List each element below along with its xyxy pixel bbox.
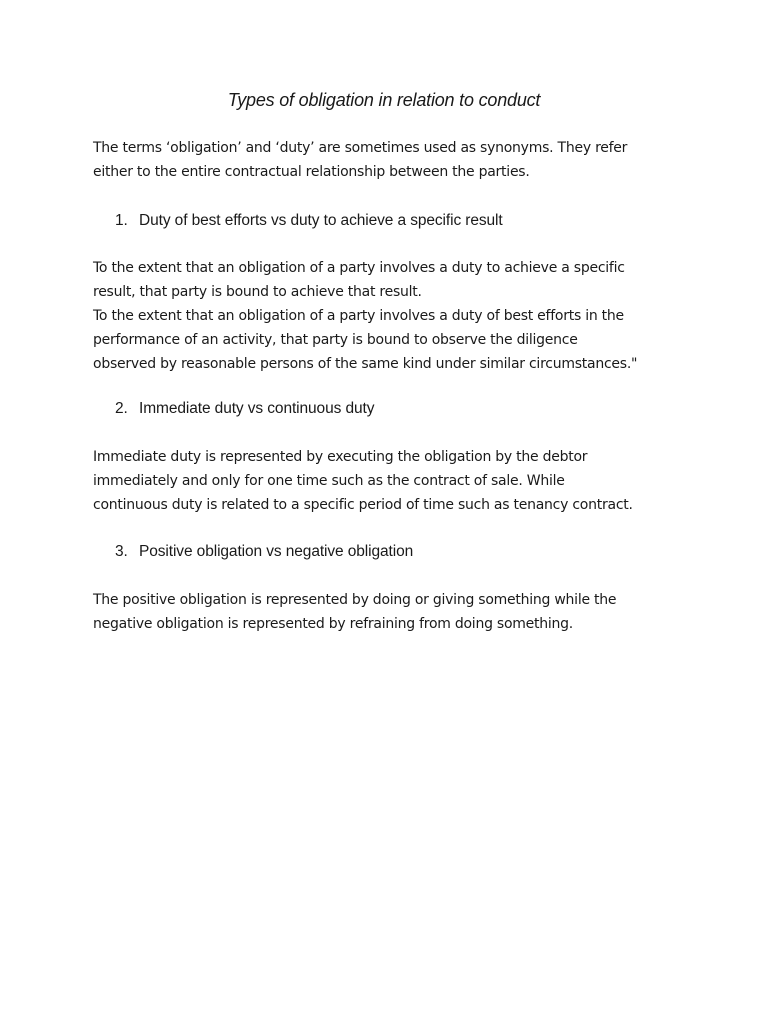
section-heading-1 — [115, 210, 503, 232]
paragraph-line: To the extent that an obligation of a party involves a duty of best efforts in the — [93, 308, 624, 324]
intro-paragraph — [93, 136, 693, 184]
document-title: Types of obligation in relation to conduct — [227, 90, 541, 110]
section-heading-2 — [115, 398, 374, 420]
paragraph-line: negative obligation is represented by refraining from doing something. — [93, 616, 573, 632]
paragraph-line: either to the entire contractual relationship between the parties. — [93, 164, 530, 180]
paragraph-line: observed by reasonable persons of the same kind under similar circumstances." — [93, 356, 638, 372]
section-heading-text: Immediate duty vs continuous duty — [139, 400, 375, 417]
paragraph-line: immediately and only for one time such as the contract of sale. While — [93, 473, 565, 489]
section-heading-text: Duty of best efforts vs duty to achieve a specific result — [139, 212, 503, 229]
section-heading-text: Positive obligation vs negative obligation — [139, 543, 414, 560]
section-1-paragraph — [93, 256, 693, 376]
paragraph-line: The positive obligation is represented by doing or giving something while the — [93, 592, 617, 608]
section-heading-3 — [115, 541, 413, 563]
paragraph-line: The terms ‘obligation’ and ‘duty’ are sometimes used as synonyms. They refer — [93, 140, 628, 156]
section-2-paragraph — [93, 445, 693, 517]
paragraph-line: Immediate duty is represented by executing the obligation by the debtor — [93, 449, 588, 465]
paragraph-line: performance of an activity, that party is bound to observe the diligence — [93, 332, 578, 348]
section-number: 3. — [115, 543, 128, 560]
paragraph-line: continuous duty is related to a specific period of time such as tenancy contract. — [93, 497, 633, 513]
section-3-paragraph — [93, 588, 693, 636]
section-number: 2. — [115, 400, 128, 417]
section-number: 1. — [115, 212, 128, 229]
paragraph-line: result, that party is bound to achieve that result. — [93, 284, 422, 300]
paragraph-line: To the extent that an obligation of a party involves a duty to achieve a specific — [93, 260, 625, 276]
